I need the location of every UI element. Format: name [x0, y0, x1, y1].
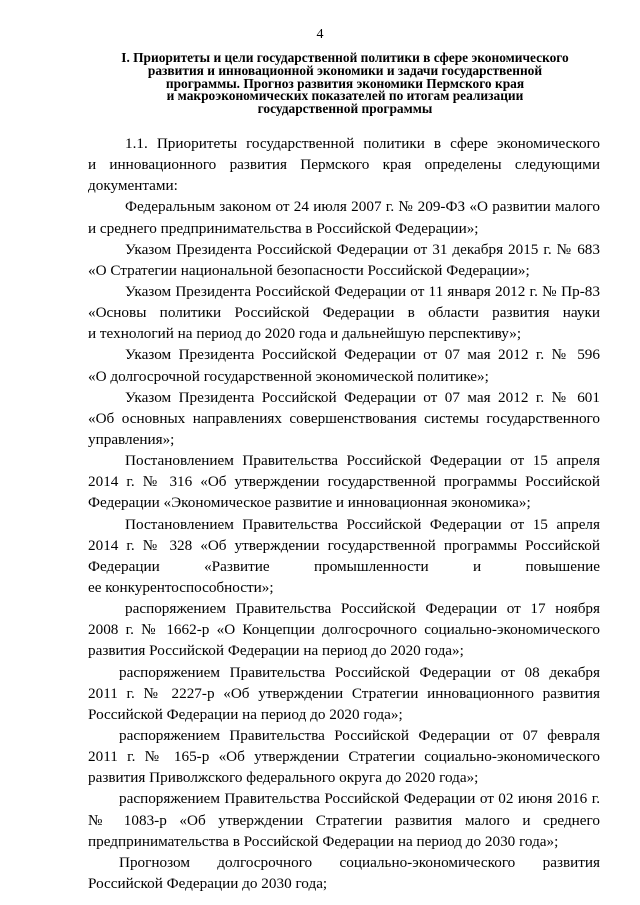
body-line: Указом Президента Российской Федерации от 11 января 2012 г. № Пр-83	[125, 282, 600, 300]
body-line: развития Российской Федерации на период до 2020 года»;	[88, 642, 464, 660]
heading-line: развития и инновационной экономики и задачи государственной	[147, 62, 543, 78]
body-line: документами:	[88, 177, 178, 195]
body-line: 2014 г. № 316 «Об утверждении государственной программы Российской	[88, 473, 600, 491]
body-line: Федерации «Экономическое развитие и инновационная экономика»;	[88, 494, 531, 512]
body-text	[88, 133, 600, 894]
body-line: «Об основных направлениях совершенствования системы государственного	[88, 409, 600, 427]
body-line: «Основы политики Российской Федерации в области развития науки	[88, 304, 600, 322]
heading-line: I. Приоритеты и цели государственной политики в сфере экономического	[121, 50, 569, 65]
body-line: 2011 г. № 165-р «Об утверждении Стратегии социально-экономического	[88, 748, 600, 766]
heading-line: и макроэкономических показателей по итогам реализации	[166, 88, 524, 104]
body-line: Указом Президента Российской Федерации от 31 декабря 2015 г. № 683	[125, 240, 600, 258]
body-line: распоряжением Правительства Российской Федерации от 17 ноября	[125, 600, 600, 618]
body-line: 2014 г. № 328 «Об утверждении государственной программы Российской	[88, 536, 600, 554]
body-line: 2008 г. № 1662-р «О Концепции долгосрочного социально-экономического	[88, 621, 600, 639]
body-line: Постановлением Правительства Российской Федерации от 15 апреля	[125, 452, 600, 470]
body-line: Постановлением Правительства Российской Федерации от 15 апреля	[125, 515, 600, 533]
body-line: «О Стратегии национальной безопасности Российской Федерации»;	[88, 261, 530, 279]
body-line: развития Приволжского федерального округа до 2020 года»;	[88, 769, 479, 787]
heading-line: программы. Прогноз развития экономики Пермского края	[165, 75, 525, 91]
body-line: 1.1. Приоритеты государственной политики в сфере экономического	[125, 135, 600, 152]
page-number: 4	[316, 27, 324, 42]
body-line: Федерации «Развитие промышленности и повышение	[88, 557, 600, 575]
body-line: управления»;	[88, 430, 175, 448]
body-line: и технологий на период до 2020 года и дальнейшую перспективу»;	[88, 325, 522, 343]
heading-line: государственной программы	[257, 101, 433, 117]
body-line: ее конкурентоспособности»;	[88, 578, 274, 596]
body-line: Указом Президента Российской Федерации от 07 мая 2012 г. № 596	[125, 346, 600, 364]
body-line: № 1083-р «Об утверждении Стратегии развития малого и среднего	[88, 811, 600, 829]
body-line: распоряжением Правительства Российской Федерации от 07 февраля	[119, 726, 600, 744]
body-line: «О долгосрочной государственной экономической политике»;	[88, 367, 489, 385]
body-line: Российской Федерации до 2030 года;	[88, 874, 328, 892]
body-line: Указом Президента Российской Федерации от 07 мая 2012 г. № 601	[125, 388, 600, 406]
body-line: Прогнозом долгосрочного социально-экономического развития	[119, 853, 600, 871]
body-line: и инновационного развития Пермского края определены следующими	[88, 156, 600, 174]
body-line: 2011 г. № 2227-р «Об утверждении Стратегии инновационного развития	[88, 684, 600, 702]
section-heading	[80, 52, 610, 116]
body-line: распоряжением Правительства Российской Федерации от 08 декабря	[119, 663, 600, 681]
body-line: распоряжением Правительства Российской Федерации от 02 июня 2016 г.	[119, 790, 600, 808]
body-line: предпринимательства в Российской Федерации на период до 2030 года»;	[88, 832, 559, 850]
body-line: Федеральным законом от 24 июля 2007 г. № 209-ФЗ «О развитии малого	[125, 198, 600, 216]
body-line: и среднего предпринимательства в Российской Федерации»;	[88, 219, 479, 237]
body-line: Российской Федерации на период до 2020 года»;	[88, 705, 403, 723]
